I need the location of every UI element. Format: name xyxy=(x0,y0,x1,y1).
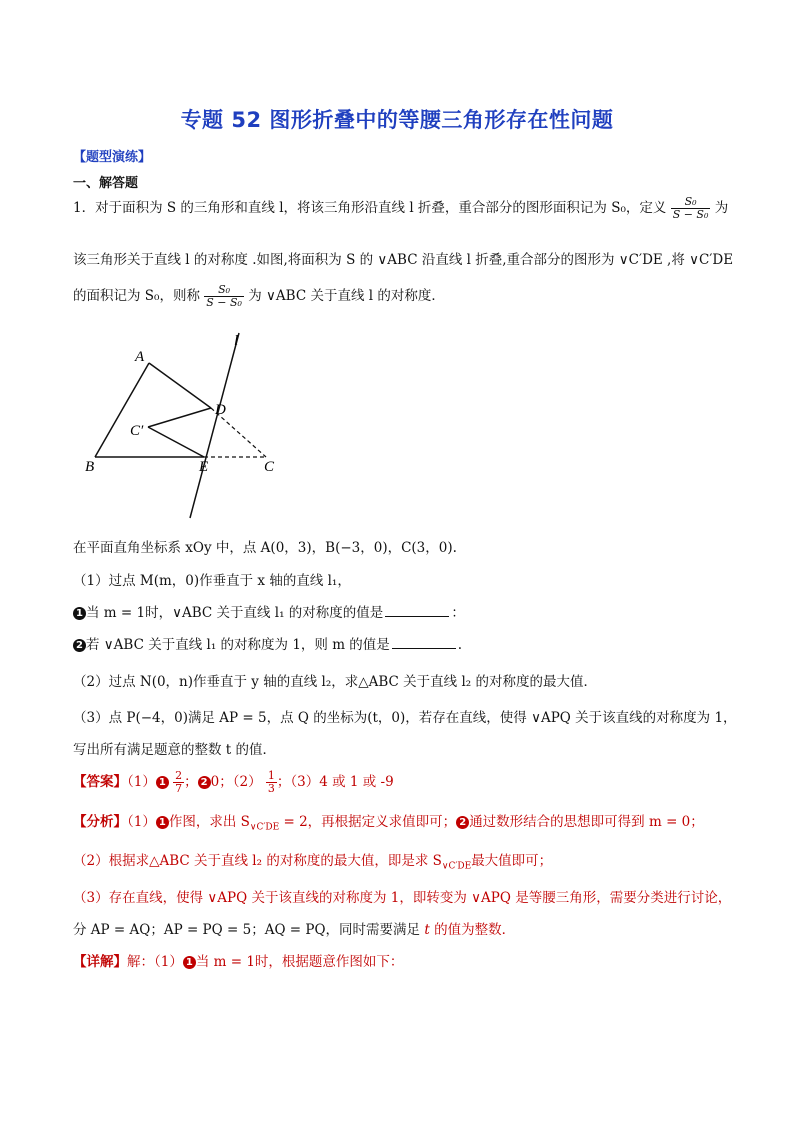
detail-line xyxy=(73,950,403,970)
label-B: B xyxy=(85,459,95,475)
answer-fraction-1 xyxy=(173,770,184,795)
problem-text-1a: 1．对于面积为 S 的三角形和直线 l，将该三角形沿直线 l 折叠，重合部分的图形面积记为 S₀，定义 xyxy=(73,200,667,217)
symmetry-fraction-1 xyxy=(671,196,711,221)
analysis-text: = 2，再根据定义求值即可； xyxy=(279,814,457,830)
circled-number: 2 xyxy=(73,639,86,652)
detail-tag: 【详解】 xyxy=(73,954,127,970)
circled-number: 1 xyxy=(73,607,86,620)
analysis-tag: 【分析】 xyxy=(73,814,127,830)
analysis-line-1 xyxy=(73,810,704,833)
analysis-text: 通过数形结合的思想即可得到 m = 0； xyxy=(469,814,704,830)
fraction-denominator: S − S₀ xyxy=(206,296,242,310)
side-CprimeD xyxy=(148,408,211,427)
answer-line xyxy=(73,770,394,795)
circled-number: 1 xyxy=(183,956,196,969)
page-title: 专题 52 图形折叠中的等腰三角形存在性问题 xyxy=(180,108,614,132)
analysis-text: 的值为整数． xyxy=(429,922,516,938)
analysis-text: 分 AP = AQ；AP = PQ = 5；AQ = PQ，同时需要满足 xyxy=(73,922,425,938)
analysis-text: 是等腰三角形，需要分类进行讨论， xyxy=(515,890,732,906)
question-1-1 xyxy=(73,601,465,621)
analysis-text: 最大值即可； xyxy=(471,853,553,869)
symmetry-fraction-2 xyxy=(204,284,244,309)
analysis-text: 作图，求出 S xyxy=(168,814,250,830)
label-l: l xyxy=(234,333,239,349)
analysis-line-2 xyxy=(73,849,552,872)
subscript: ∨C′DE xyxy=(441,861,472,872)
question-3-line-1: （3）点 P(−4，0)满足 AP = 5，点 Q 的坐标为(t，0)，若存在直线，使得 ∨APQ 关于该直线的对称度为 1， xyxy=(73,710,737,726)
analysis-line-4 xyxy=(73,918,515,938)
question-1-1-text: 当 m = 1时，∨ABC 关于直线 l₁ 的对称度的值是 xyxy=(86,605,384,621)
problem-line-2: 该三角形关于直线 l 的对称度 .如图,将面积为 S 的 ∨ABC 沿直线 l 折叠,重合部分的图形为 ∨C′DE ,将 ∨C′DE xyxy=(73,252,734,268)
variable-t: t xyxy=(424,922,430,938)
question-2: （2）过点 N(0，n)作垂直于 y 轴的直线 l₂，求△ABC 关于直线 l₂ 的对称度的最大值． xyxy=(73,674,597,690)
subscript: ∨C′DE xyxy=(249,822,280,833)
label-C-prime: C′ xyxy=(130,423,144,439)
question-1-2 xyxy=(73,633,462,653)
circled-number: 1 xyxy=(156,776,169,789)
circled-number: 2 xyxy=(456,816,469,829)
side-AB xyxy=(95,363,149,457)
problem-text-1b: 为 xyxy=(714,200,729,217)
question-3-line-2: 写出所有满足题意的整数 t 的值． xyxy=(73,742,277,758)
question-1: （1）过点 M(m，0)作垂直于 x 轴的直线 l₁， xyxy=(73,573,351,589)
punctuation: . xyxy=(457,637,463,653)
answer-fraction-2 xyxy=(266,770,277,795)
label-C: C xyxy=(264,459,275,475)
answer-value-2: 0；（2） xyxy=(210,774,262,791)
answer-part-1: （1） xyxy=(127,774,156,791)
label-E: E xyxy=(199,459,209,475)
circled-number: 2 xyxy=(198,776,211,789)
line-l xyxy=(190,333,239,518)
folding-figure xyxy=(80,325,300,525)
fraction-denominator: S − S₀ xyxy=(672,208,709,222)
answer-tag: 【答案】 xyxy=(73,774,127,791)
detail-text: 当 m = 1时，根据题意作图如下： xyxy=(195,954,404,970)
answer-blank xyxy=(392,636,456,649)
fraction-numerator: S₀ xyxy=(204,284,244,297)
side-AD xyxy=(149,363,211,408)
problem-text-3a: 的面积记为 S₀，则称 xyxy=(73,288,200,305)
question-1-2-text: 若 ∨ABC 关于直线 l₁ 的对称度为 1，则 m 的值是 xyxy=(86,637,390,653)
problem-text-3b: 为 ∨ABC 关于直线 l 的对称度． xyxy=(248,288,445,305)
section-heading: 一、解答题 xyxy=(73,176,139,191)
fraction-numerator: 1 xyxy=(267,769,275,782)
analysis-text: （1） xyxy=(127,814,156,830)
problem-line-1 xyxy=(73,196,728,221)
analysis-text: （2）根据求△ABC 关于直线 l₂ 的对称度的最大值，即是求 S xyxy=(73,853,442,869)
analysis-text: （3）存在直线，使得 ∨APQ 关于该直线的对称度为 1，即转变为 ∨APQ xyxy=(73,890,516,906)
fraction-numerator: 2 xyxy=(175,769,183,782)
answer-blank xyxy=(385,604,449,617)
punctuation: ： xyxy=(451,605,465,621)
fraction-denominator: 7 xyxy=(175,782,183,796)
detail-text: 解：（1） xyxy=(127,954,183,970)
circled-number: 1 xyxy=(156,816,169,829)
analysis-line-3 xyxy=(73,886,731,906)
answer-part-3: ；（3）4 或 1 或 -9 xyxy=(276,774,394,791)
label-A: A xyxy=(135,349,145,365)
coordinates-line: 在平面直角坐标系 xOy 中，点 A(0，3)，B(−3，0)，C(3，0). xyxy=(73,540,457,556)
separator: ； xyxy=(184,774,198,791)
side-CprimeE xyxy=(148,427,204,457)
label-D: D xyxy=(215,402,226,418)
fraction-denominator: 3 xyxy=(267,782,275,796)
section-tag: 【题型演练】 xyxy=(73,150,152,165)
problem-line-3 xyxy=(73,284,445,309)
fraction-numerator: S₀ xyxy=(671,196,711,209)
